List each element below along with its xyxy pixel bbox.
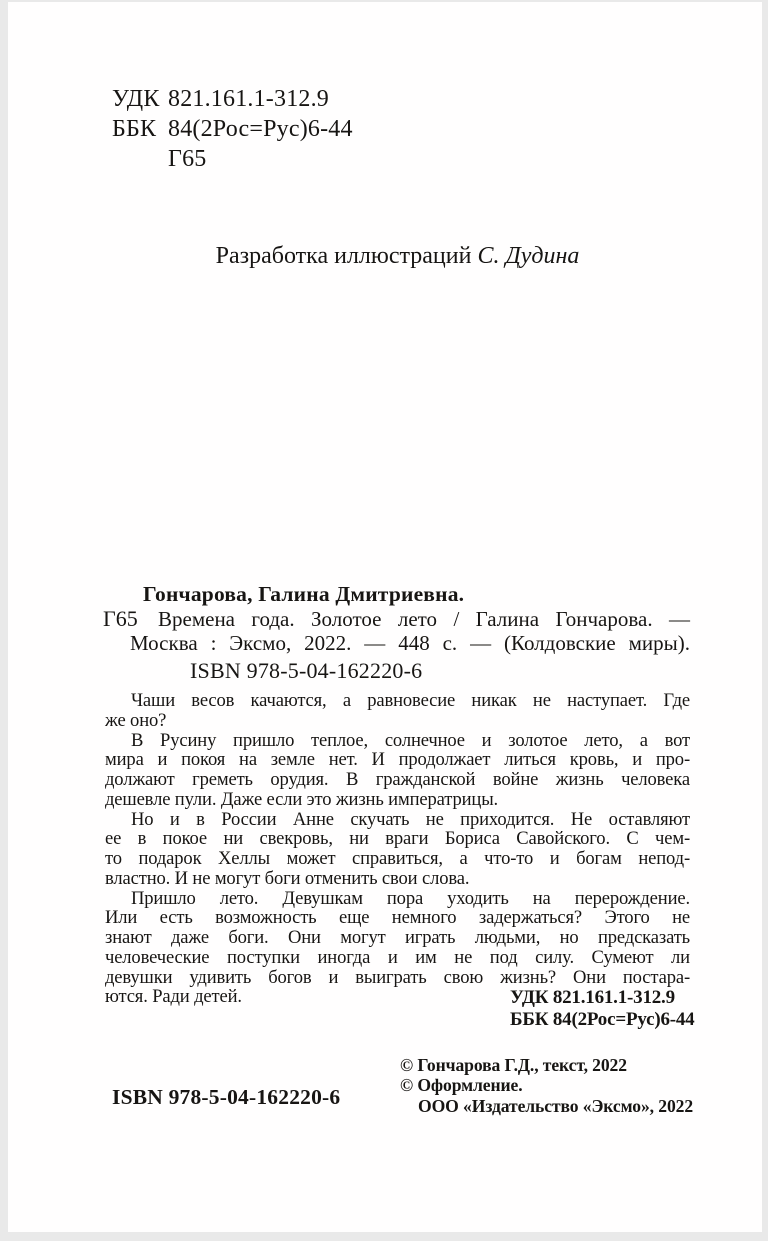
- annotation-line: Но и в России Анне скучать не приходится. Не оставляют: [131, 808, 690, 830]
- catalog-isbn: ISBN 978-5-04-162220-6: [190, 658, 423, 683]
- book-page: [8, 2, 762, 1232]
- annotation-line: Чаши весов качаются, а равновесие никак не наступает. Где: [131, 690, 690, 711]
- catalog-title-line: Времена года. Золотое лето / Галина Гончарова. —: [158, 606, 690, 631]
- author-sign-margin: Г65: [103, 606, 138, 631]
- annotation-line: знают даже боги. Они могут играть людьми, но предсказать: [105, 927, 690, 948]
- bbk-row: [112, 114, 353, 144]
- copyright-author-line: © Гончарова Г.Д., текст, 2022: [400, 1055, 627, 1075]
- illustration-credit-prefix: Разработка иллюстраций: [215, 243, 472, 269]
- copyright-block: [400, 1055, 693, 1116]
- copyright-publisher-line: ООО «Издательство «Эксмо», 2022: [418, 1095, 694, 1116]
- catalog-author-heading: Гончарова, Галина Дмитриевна.: [143, 582, 465, 606]
- bbk-value: 84(2Рос=Рус)6-44: [168, 116, 353, 142]
- annotation-line: то подарок Хеллы может справиться, а что-то и богам непод-: [105, 848, 690, 869]
- annotation-line: девушки удивить богов и выиграть свою жизнь? Они постара-: [105, 966, 690, 988]
- annotation-line: Или есть возможность еще немного задержаться? Этого не: [105, 907, 690, 929]
- annotation-line: человеческие поступки иногда и им не под силу. Сумеют ли: [105, 946, 690, 968]
- annotation-line: же оно?: [105, 709, 167, 731]
- annotation-line: ее в покое ни свекровь, ни враги Бориса Савойского. С чем-: [105, 828, 690, 850]
- illustration-credit: [105, 243, 690, 270]
- bottom-isbn: ISBN 978-5-04-162220-6: [112, 1085, 341, 1109]
- author-sign-row: [112, 144, 353, 174]
- annotation-paragraph: [105, 731, 690, 810]
- author-sign-spacer: [112, 144, 168, 174]
- udk-value: 821.161.1-312.9: [168, 86, 329, 112]
- catalog-entry: [103, 582, 690, 656]
- top-classification-block: [112, 84, 353, 174]
- author-sign-top: Г65: [168, 146, 207, 172]
- annotation-line: мира и покоя на земле нет. И продолжает литься кровь, и про-: [105, 749, 690, 771]
- udk-label: УДК: [112, 86, 160, 112]
- annotation-paragraph: [105, 691, 690, 731]
- bbk-label: ББК: [112, 116, 157, 142]
- annotation-line: В Русину пришло теплое, солнечное и золотое лето, а вот: [131, 729, 690, 751]
- annotation-line: Пришло лето. Девушкам пора уходить на перерождение.: [131, 887, 690, 909]
- bottom-udk: УДК 821.161.1-312.9: [510, 987, 675, 1008]
- bottom-classification-block: [510, 987, 694, 1031]
- copyright-design-line: © Оформление.: [400, 1075, 523, 1096]
- annotation-line: дешевле пули. Даже если это жизнь императрицы.: [105, 788, 499, 810]
- annotation-paragraph: [105, 810, 690, 889]
- catalog-imprint-line: Москва : Эксмо, 2022. — 448 с. — (Колдовские миры).: [130, 631, 690, 656]
- annotation-line: должают греметь орудия. В гражданской войне жизнь человека: [105, 769, 690, 790]
- annotation-line: ются. Ради детей.: [105, 986, 242, 1008]
- bottom-bbk: ББК 84(2Рос=Рус)6-44: [510, 1009, 695, 1030]
- illustrator-name: С. Дудина: [477, 243, 580, 269]
- annotation-line: властно. И не могут боги отменить свои слова.: [105, 867, 470, 889]
- udk-row: [112, 84, 353, 114]
- annotation-block: [105, 691, 690, 1007]
